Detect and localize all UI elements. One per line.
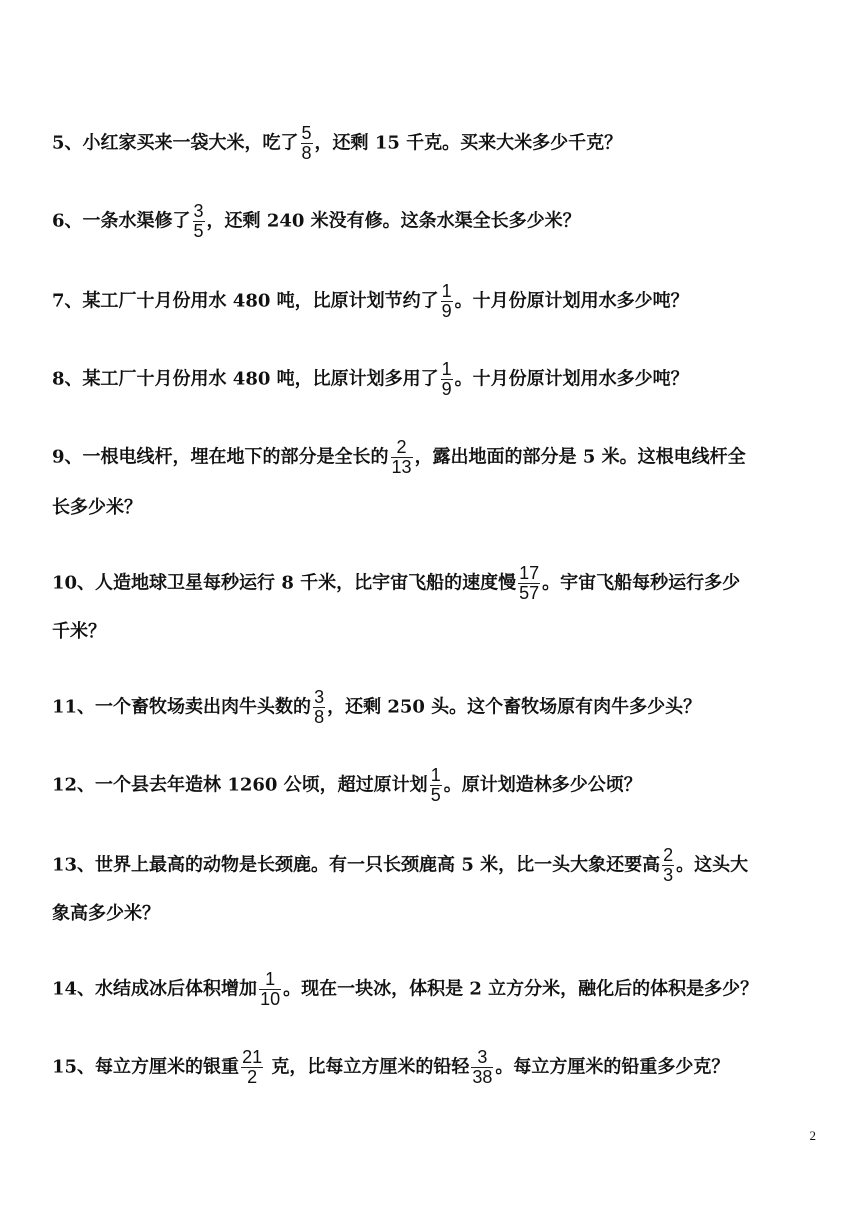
fraction <box>391 438 413 477</box>
fraction-denominator: 10 <box>260 989 281 1009</box>
problem-text: 6、一条水渠修了 <box>52 210 191 232</box>
problem-text: 。十月份原计划用水多少吨？ <box>454 290 689 312</box>
fraction-denominator: 13 <box>391 457 412 477</box>
fraction <box>313 688 325 727</box>
problem-15-line-1 <box>52 1048 729 1087</box>
problem-text: 。宇宙飞船每秒运行多少 <box>542 572 741 594</box>
problem-14-line-1 <box>52 970 758 1009</box>
fraction <box>662 846 674 885</box>
fraction-denominator: 9 <box>441 301 452 321</box>
fraction-numerator: 21 <box>242 1047 263 1067</box>
fraction <box>441 282 453 321</box>
fraction <box>471 1048 493 1087</box>
problem-text: ，露出地面的部分是 5 米。这根电线杆全 <box>414 446 746 468</box>
problem-text: 9、一根电线杆，埋在地下的部分是全长的 <box>52 446 389 468</box>
fraction-denominator: 3 <box>663 865 674 885</box>
fraction-numerator: 2 <box>391 438 413 458</box>
fraction <box>193 202 205 241</box>
fraction-numerator: 3 <box>193 201 204 221</box>
problem-text: 11、一个畜牧场卖出肉牛头数的 <box>52 696 312 718</box>
problem-11-line-1 <box>52 688 701 727</box>
problem-12-line-1 <box>52 766 642 805</box>
fraction <box>518 564 540 603</box>
problem-13-line-2 <box>52 902 160 926</box>
problem-6-line-1 <box>52 202 581 241</box>
fraction-denominator: 9 <box>441 379 452 399</box>
fraction-numerator: 3 <box>314 687 325 707</box>
fraction <box>241 1048 263 1087</box>
fraction-denominator: 5 <box>193 221 204 241</box>
fraction-denominator: 5 <box>430 785 441 805</box>
problem-text: 象高多少米？ <box>52 903 160 924</box>
problem-text: ，还剩 250 头。这个畜牧场原有肉牛多少头？ <box>327 696 702 718</box>
problem-text: 5、小红家买来一袋大米，吃了 <box>52 132 299 154</box>
problem-text: 14、水结成冰后体积增加 <box>52 978 258 1000</box>
problem-text: 。十月份原计划用水多少吨？ <box>454 368 689 390</box>
fraction-denominator: 8 <box>301 143 312 163</box>
problem-8-line-1 <box>52 360 689 399</box>
problem-text: 15、每立方厘米的银重 <box>52 1056 240 1078</box>
fraction-denominator: 8 <box>314 707 325 727</box>
problem-7-line-1 <box>52 282 689 321</box>
fraction-numerator: 3 <box>471 1048 493 1068</box>
problem-9-line-1 <box>52 438 746 477</box>
fraction-numerator: 5 <box>301 123 312 143</box>
fraction <box>301 124 313 163</box>
problem-text: 克，比每立方厘米的铅轻 <box>265 1056 470 1078</box>
fraction-numerator: 1 <box>259 970 281 990</box>
problem-text: 长多少米？ <box>52 497 142 518</box>
problem-text: 12、一个县去年造林 1260 公顷，超过原计划 <box>52 774 428 796</box>
fraction <box>430 766 442 805</box>
problem-text: 。现在一块冰，体积是 2 立方分米，融化后的体积是多少？ <box>283 978 759 1000</box>
problem-text: 8、某工厂十月份用水 480 吨，比原计划多用了 <box>52 368 439 390</box>
fraction <box>259 970 281 1009</box>
problem-text: ，还剩 240 米没有修。这条水渠全长多少米？ <box>206 210 581 232</box>
problem-5-line-1 <box>52 124 622 163</box>
problem-text: 7、某工厂十月份用水 480 吨，比原计划节约了 <box>52 290 439 312</box>
fraction-denominator: 2 <box>247 1067 258 1087</box>
problem-text: ，还剩 15 千克。买来大米多少千克？ <box>314 132 623 154</box>
problem-13-line-1 <box>52 846 748 885</box>
problem-text: 13、世界上最高的动物是长颈鹿。有一只长颈鹿高 5 米，比一头大象还要高 <box>52 854 661 876</box>
fraction-numerator: 1 <box>441 359 452 379</box>
problem-text: 10、人造地球卫星每秒运行 8 千米，比宇宙飞船的速度慢 <box>52 572 517 594</box>
fraction-numerator: 1 <box>441 281 452 301</box>
problem-text: 。原计划造林多少公顷？ <box>443 774 642 796</box>
fraction-numerator: 2 <box>663 845 674 865</box>
problem-text: 千米？ <box>52 621 106 642</box>
problem-text: 。每立方厘米的铅重多少克？ <box>495 1056 730 1078</box>
problem-10-line-2 <box>52 620 106 644</box>
fraction-denominator: 57 <box>519 583 540 603</box>
problem-9-line-2 <box>52 496 142 520</box>
fraction-numerator: 1 <box>430 765 441 785</box>
problem-text: 。这头大 <box>676 854 749 876</box>
problem-10-line-1 <box>52 564 740 603</box>
page-number: 2 <box>809 1128 816 1143</box>
fraction <box>441 360 453 399</box>
fraction-denominator: 38 <box>472 1067 493 1087</box>
fraction-numerator: 17 <box>519 563 540 583</box>
